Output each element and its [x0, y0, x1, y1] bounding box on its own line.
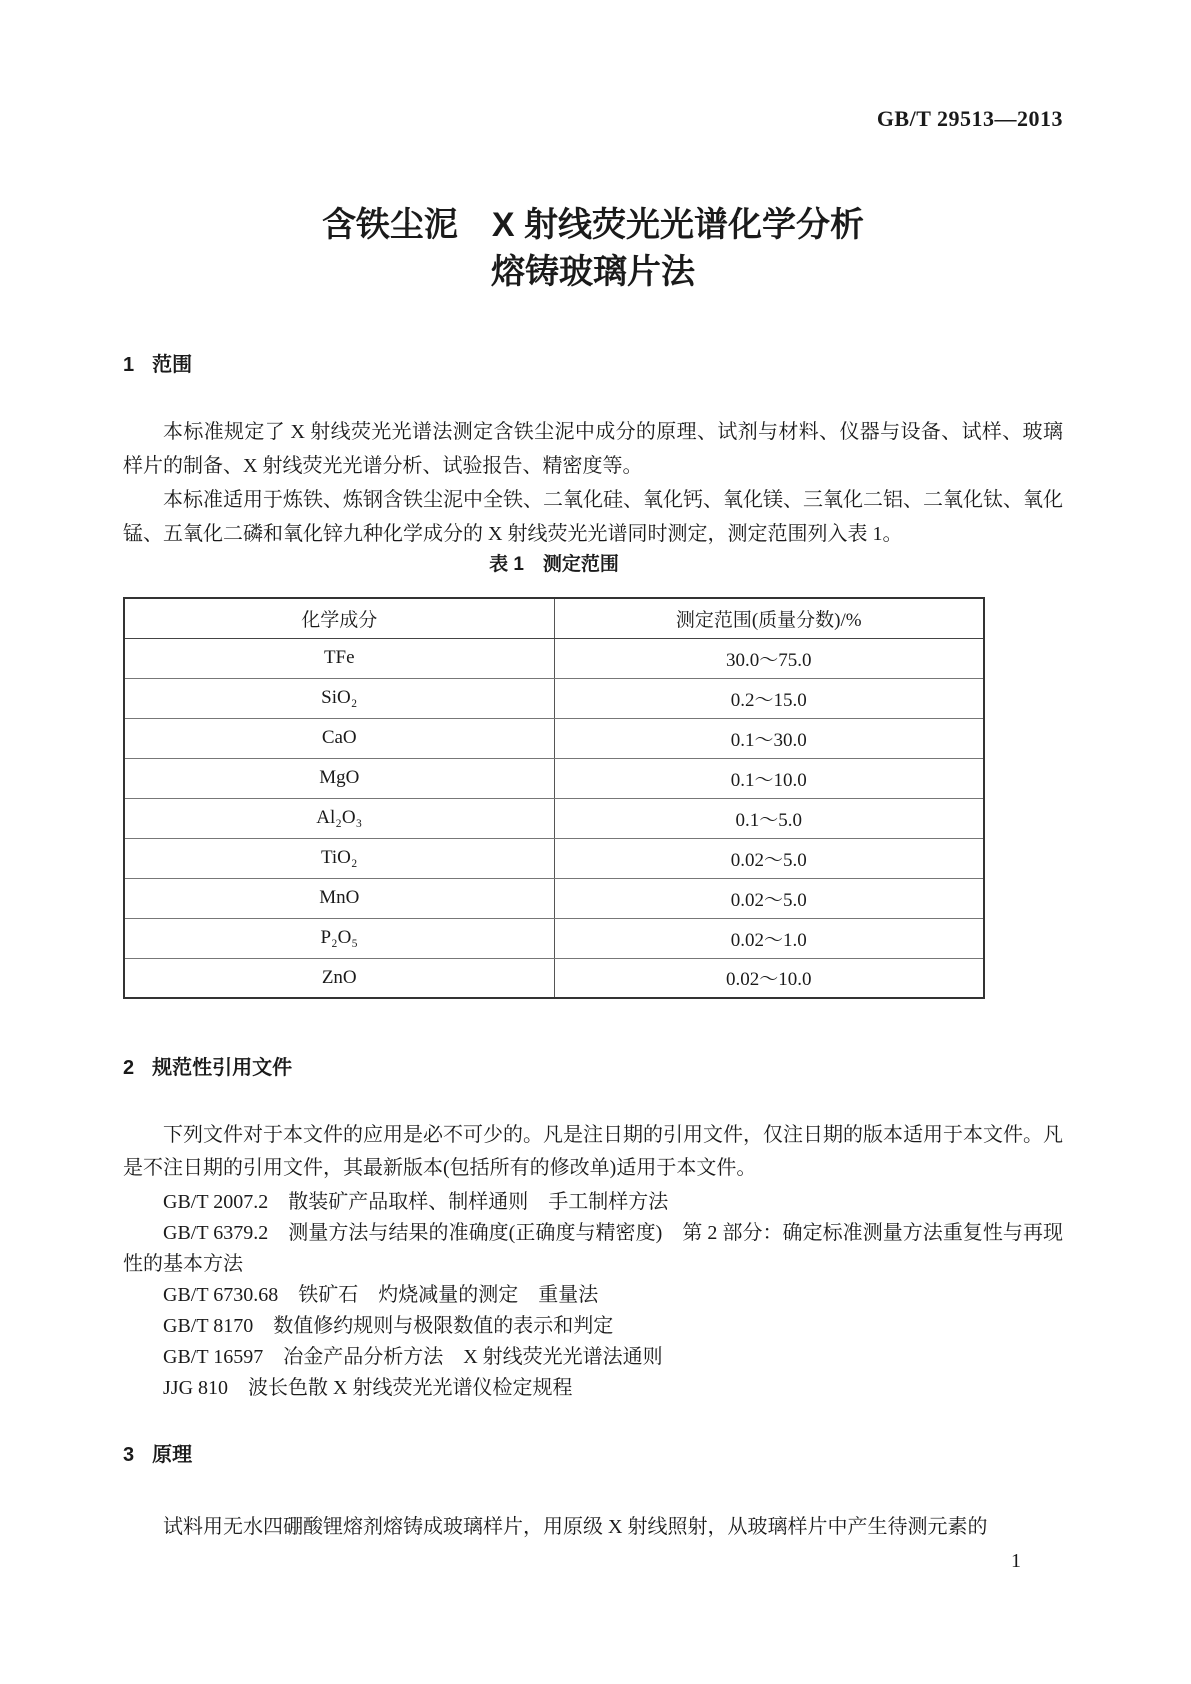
range-cell: 0.1～30.0: [554, 718, 984, 758]
table-row: [124, 878, 984, 918]
measurement-range-table: [123, 597, 985, 999]
section-1-title: 范围: [152, 354, 193, 376]
doc-title-line2: 熔铸玻璃片法: [491, 253, 695, 291]
column-header-component: 化学成分: [124, 598, 554, 638]
section-1-heading: [123, 352, 1063, 378]
component-cell: TFe: [124, 638, 554, 678]
section-2-title: 规范性引用文件: [152, 1057, 293, 1079]
section-2-number: 2: [123, 1057, 135, 1079]
section-1-number: 1: [123, 354, 135, 376]
range-cell: 0.02～5.0: [554, 838, 984, 878]
reference-item: GB/T 2007.2 散装矿产品取样、制样通则 手工制样方法: [163, 1191, 669, 1213]
section-1-paragraph-2: 本标准适用于炼铁、炼钢含铁尘泥中全铁、二氧化硅、氧化钙、氧化镁、三氧化二铝、二氧化钛、氧化锰、五氧化二磷和氧化锌九种化学成分的 X 射线荧光光谱同时测定，测定范围列入表 1。: [123, 489, 1063, 545]
column-header-range: 测定范围(质量分数)/%: [554, 598, 984, 638]
table-row: [124, 918, 984, 958]
table-row: [124, 638, 984, 678]
range-cell: 0.1～5.0: [554, 798, 984, 838]
range-cell: 0.02～1.0: [554, 918, 984, 958]
table-row: [124, 758, 984, 798]
component-cell: MnO: [124, 878, 554, 918]
table-row: [124, 718, 984, 758]
section-3-heading: [123, 1442, 1063, 1468]
range-cell: 0.02～10.0: [554, 958, 984, 998]
reference-item: GB/T 16597 冶金产品分析方法 X 射线荧光光谱法通则: [163, 1346, 663, 1368]
reference-item: JJG 810 波长色散 X 射线荧光光谱仪检定规程: [163, 1377, 573, 1399]
table-row: [124, 838, 984, 878]
component-cell: SiO₂: [124, 678, 554, 718]
component-cell: Al₂O₃: [124, 798, 554, 838]
reference-item: GB/T 8170 数值修约规则与极限数值的表示和判定: [163, 1315, 614, 1337]
section-2-paragraph: 下列文件对于本文件的应用是必不可少的。凡是注日期的引用文件，仅注日期的版本适用于本文件。凡是不注日期的引用文件，其最新版本(包括所有的修改单)适用于本文件。: [123, 1124, 1063, 1179]
page-number: 1: [1011, 1550, 1021, 1572]
range-cell: 0.1～10.0: [554, 758, 984, 798]
doc-title-line1: 含铁尘泥 X 射线荧光光谱化学分析: [321, 206, 865, 244]
table-row: [124, 678, 984, 718]
doc-title: [123, 202, 1063, 296]
table-row: [124, 798, 984, 838]
component-cell: MgO: [124, 758, 554, 798]
table-row: [124, 958, 984, 998]
section-1-paragraph-1: 本标准规定了 X 射线荧光光谱法测定含铁尘泥中成分的原理、试剂与材料、仪器与设备、试样、玻璃样片的制备、X 射线荧光光谱分析、试验报告、精密度等。: [123, 421, 1063, 477]
range-cell: 30.0～75.0: [554, 638, 984, 678]
component-cell: ZnO: [124, 958, 554, 998]
section-3-paragraph: 试料用无水四硼酸锂熔剂熔铸成玻璃样片，用原级 X 射线照射，从玻璃样片中产生待测元素的: [163, 1516, 988, 1538]
component-cell: CaO: [124, 718, 554, 758]
table-header-row: [124, 598, 984, 638]
table-1-body: [124, 638, 984, 998]
table-1-caption: 表 1 测定范围: [489, 554, 619, 575]
section-3-number: 3: [123, 1444, 135, 1466]
range-cell: 0.02～5.0: [554, 878, 984, 918]
reference-item: GB/T 6730.68 铁矿石 灼烧减量的测定 重量法: [163, 1284, 599, 1306]
section-2-heading: [123, 1055, 1063, 1081]
component-cell: TiO₂: [124, 838, 554, 878]
range-cell: 0.2～15.0: [554, 678, 984, 718]
section-3-title: 原理: [152, 1444, 193, 1466]
standard-number: GB/T 29513—2013: [876, 106, 1063, 131]
component-cell: P₂O₅: [124, 918, 554, 958]
reference-item: GB/T 6379.2 测量方法与结果的准确度(正确度与精密度) 第 2 部分：确定标准测量方法重复性与再现性的基本方法: [123, 1222, 1063, 1275]
references-list: [123, 1187, 1063, 1404]
doc-header: [123, 106, 1063, 132]
